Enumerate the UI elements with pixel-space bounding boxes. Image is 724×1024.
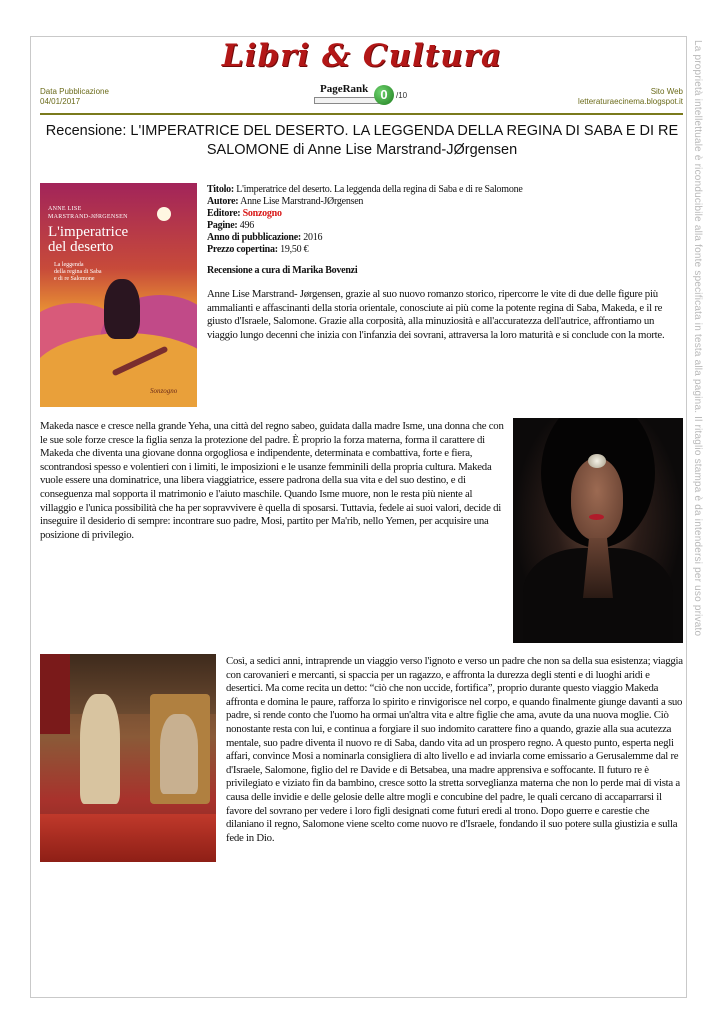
info-price-value: 19,50 € (280, 244, 309, 255)
site-link[interactable]: letteraturaecinema.blogspot.it (578, 97, 683, 106)
info-price-label: Prezzo copertina: (207, 244, 278, 255)
painting-steps (40, 814, 216, 862)
review-author: Recensione a cura di Marika Bovenzi (207, 265, 358, 276)
paragraph-2 (40, 420, 505, 542)
painting-curtain (40, 654, 70, 734)
queen-photo (513, 418, 683, 643)
pagerank-bar (314, 97, 380, 104)
queen-silhouette (104, 279, 140, 339)
paragraph-2-text: Makeda nasce e cresce nella grande Yeha, una città del regno sabeo, guidata dalla madre Isme, una donna che con le sue sole forze cresce la figlia senza la protezione del padre. È proprio la forza materna, forma il carattere di Makeda che diventa una giovane donna orgogliosa e indipendente, determinata e combattiva, forte e fiera, scontrandosi spesso e volentieri con i limiti, le imposizioni e le usanze femminili della propria cultura. Makeda vuole essere una dominatrice, una libera viaggiatrice, essere padrona della sua vita e del suo destino, e di conseguenza mal sopporta il matrimonio e l'aiuto maschile. Quando Isme muore, non le resta più niente al villaggio e l'unica possibilità che ha per sopravvivere è quella di sposarsi. Tuttavia, fedele ai suoi valori, decide di inseguire il desiderio di sempre: incontrare suo padre, Mosi, partito per Ma'rib, nello Yemen, per acquisire una posizione di privilegio. (40, 420, 504, 541)
cover-title: L'imperatrice del deserto (48, 224, 129, 255)
queen-neck (583, 538, 613, 598)
info-year-label: Anno di pubblicazione: (207, 232, 301, 243)
book-cover-image (40, 183, 197, 407)
info-pages-label: Pagine: (207, 220, 238, 231)
site-logo[interactable]: Libri & Cultura (221, 38, 503, 74)
pagerank-scale: /10 (396, 91, 408, 100)
article-title: Recensione: L'IMPERATRICE DEL DESERTO. LA LEGGENDA DELLA REGINA DI SABA E DI RE SALOMONE di Anne Lise Marstrand-JØrgensen (45, 123, 679, 158)
info-publisher-row (207, 208, 667, 220)
info-year-value: 2016 (303, 232, 323, 243)
date-label: Data Pubblicazione (40, 87, 109, 96)
painting-figure (80, 694, 120, 804)
info-author-value: Anne Lise Marstrand-JØrgensen (240, 196, 364, 207)
info-title-label: Titolo: (207, 184, 234, 195)
header-divider (40, 113, 683, 115)
info-publisher-label: Editore: (207, 208, 241, 219)
paragraph-3 (226, 655, 684, 845)
book-info (207, 184, 667, 256)
info-author-row (207, 196, 667, 208)
side-note-text: La proprietà intellettuale è riconducibile alla fonte specificata in testa alla pagina. Il ritaglio stampa è da intendersi per uso privato (692, 40, 703, 637)
pagerank-value: 0 (374, 85, 394, 105)
website-info (578, 87, 683, 107)
moon-shape (157, 207, 171, 221)
info-pages-value: 496 (239, 220, 254, 231)
paragraph-3-text: Così, a sedici anni, intraprende un viaggio verso l'ignoto e verso un padre che non sa della sua esistenza; viaggia con carovanieri e mercanti, si spaccia per un ragazzo, e affronta la durezza degli stenti e di luoghi aridi e desertici. Ma come recita un detto: “ciò che non uccide, fortifica”, proprio durante questo viaggio Makeda affronta e domina le paure, rafforza lo spirito e rinvigorisce nel corpo, e quando finalmente giunge davanti a suo padre, si rende conto che l'uomo ha ormai un'altra vita e altre figlie che ama, avute da una nuova moglie. Ciò nonostante resta con lui, e continua a forgiare il suo indomito carattere fino a quando, grazie alla sua acutezza mentale, suo padre diventa il nuovo re di Saba, dando vita ad un prospero regno. A questo punto, esperta negli affari, convince Mosi a nominarla consigliera di alto livello e ad inviarla come emissario a Gerusalemme dal re d'Israele, Salomone, figlio del re Davide e di Betsabea, una madre apprensiva e soffocante. Il futuro re è privilegiato e viziato fin da bambino, cresce sotto la stretta sorveglianza materna che non lo perde mai di vista a causa delle invidie e delle gelosie delle altre mogli e concubine del padre, le quali cercano di accaparrarsi il favore del sovrano per vedere i loro figli designati come futuri eredi al trono. Dopo guerre e carestie che dilaniano il regno, Salomone viene scelto come nuovo re d'Israele, fondando il suo potere sulla giustizia e sulla fede in Dio. (226, 655, 683, 844)
publication-date (40, 87, 109, 107)
info-publisher-link[interactable]: Sonzogno (242, 208, 282, 219)
info-year-row (207, 232, 667, 244)
info-title-value: L'imperatrice del deserto. La leggenda della regina di Saba e di re Salomone (236, 184, 523, 195)
pagerank-badge (312, 83, 412, 107)
cover-subtitle: La leggenda della regina di Saba e di re Salomone (54, 262, 102, 282)
date-value: 04/01/2017 (40, 97, 81, 106)
cover-publisher-mark: Sonzogno (150, 387, 178, 395)
site-label: Sito Web (650, 87, 683, 96)
info-title-row (207, 184, 667, 196)
paragraph-1 (207, 288, 677, 342)
copyright-side-note (690, 40, 710, 637)
queen-lips (589, 514, 604, 520)
painting-king (160, 714, 198, 794)
info-author-label: Autore: (207, 196, 239, 207)
paragraph-1-text: Anne Lise Marstrand- Jørgensen, grazie al suo nuovo romanzo storico, ripercorre le vite di due delle figure più ammalianti e affascinanti della storia orientale, conosciute ai più come la potente regina di Saba, Makeda, e il re giusto d'Israele, Salomone. Grazie alla corposità, alla minuziosità e all'accuratezza dell'autrice, affrontiamo un viaggio lungo decenni che inizia con l'infanzia dei sovrani, attraversa la loro maturità e si conclude con la morte. (207, 288, 665, 341)
pagerank-label: PageRank (320, 83, 369, 95)
queen-jewel (588, 454, 606, 468)
info-pages-row (207, 220, 667, 232)
info-price-row (207, 244, 667, 256)
queen-face (571, 458, 623, 540)
solomon-painting (40, 654, 216, 862)
cover-author: ANNE LISE MARSTRAND-JØRGENSEN (48, 206, 128, 220)
